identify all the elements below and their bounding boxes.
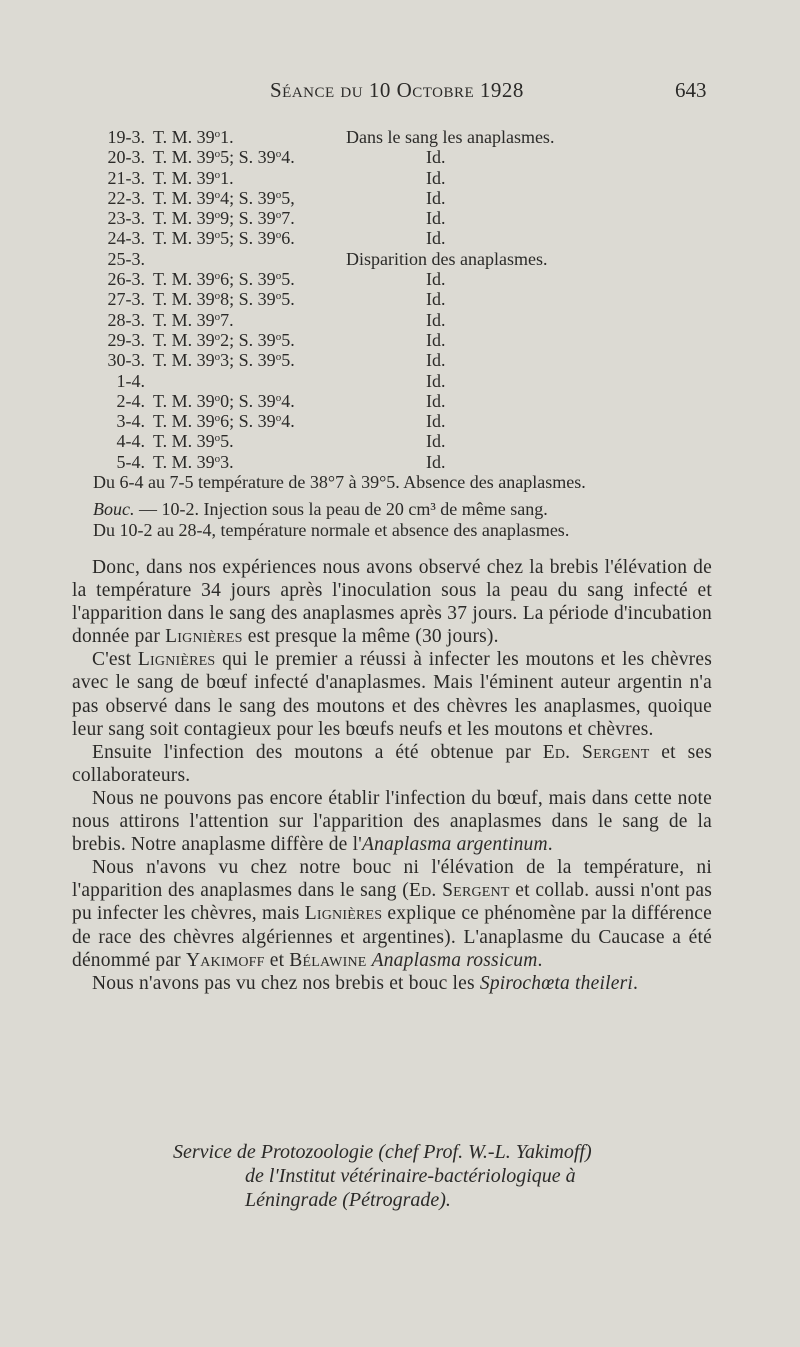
row-date: 21-3. [107,167,145,188]
row-observation: Id. [426,269,446,290]
row-observation: Id. [426,309,446,330]
table-row [0,350,800,370]
table-row [0,168,800,188]
paragraph: C'est Lignières qui le premier a réussi à infecter les moutons et les chèvres avec le sang de bœuf infecté d'anaplasmes. Mais l'éminent auteur argentin n'a pas observé dans le sang des moutons et des chèvres les anaplasmes, quoique leur sang soit contagieux pour les bœufs neufs et les moutons et chèvres. [72,649,713,740]
bouc-line-1 [93,499,713,520]
row-date: 22-3. [107,187,145,208]
row-date: 24-3. [107,228,145,249]
table-row [0,249,800,269]
row-date: 5-4. [116,451,145,472]
table-row [0,391,800,411]
row-temperature: T. M. 39$^o$2; S. 39$^o$5. [153,329,295,350]
row-temperature: T. M. 39$^o$7. [153,309,234,330]
row-observation: Id. [426,289,446,310]
row-date: 20-3. [107,147,145,168]
row-date: 2-4. [116,390,145,411]
row-temperature: T. M. 39$^o$9; S. 39$^o$7. [153,208,295,229]
table-row [0,310,800,330]
row-date: 29-3. [107,329,145,350]
table-row [0,269,800,289]
table-row [0,188,800,208]
table-row [0,289,800,309]
row-date: 23-3. [107,208,145,229]
row-date: 3-4. [116,411,145,432]
signature [0,1140,800,1212]
paragraph: Nous ne pouvons pas encore établir l'infection du bœuf, mais dans cette note nous attirons l'attention sur l'apparition des anaplasmes dans le sang de la brebis. Notre anaplasme diffère de l'Anaplasma argentinum. [72,787,712,856]
row-observation: Dans le sang les anaplasmes. [346,127,555,147]
paragraph: Nous n'avons pas vu chez nos brebis et bouc les Spirochœta theileri. [92,972,639,994]
table-row [0,127,800,147]
body-text [72,556,712,995]
row-temperature: T. M. 39$^o$3. [153,451,234,472]
page-number: 643 [675,78,707,102]
signature-line-3: Léningrade (Pétrograde). [245,1189,451,1211]
row-date: 27-3. [107,289,145,310]
row-temperature: T. M. 39$^o$6; S. 39$^o$4. [153,411,295,432]
row-temperature: T. M. 39$^o$1. [153,127,234,147]
row-observation: Id. [426,208,446,229]
table-row [0,208,800,228]
row-observation: Id. [426,228,446,249]
table-row [0,330,800,350]
signature-line-2: de l'Institut vétérinaire-bactériologique à [245,1165,576,1187]
bouc-text-1: — 10-2. Injection sous la peau de 20 cm³ de même sang. [138,499,548,519]
row-date: 25-3. [107,248,145,269]
row-temperature: T. M. 39$^o$3; S. 39$^o$5. [153,350,295,371]
running-header [0,78,800,108]
row-observation: Id. [426,390,446,411]
table-row [0,411,800,431]
row-observation: Id. [426,167,446,188]
row-temperature: T. M. 39$^o$4; S. 39$^o$5, [153,187,295,208]
row-observation: Id. [426,350,446,371]
row-temperature: T. M. 39$^o$8; S. 39$^o$5. [153,289,295,310]
row-date: 4-4. [116,431,145,452]
row-temperature: T. M. 39$^o$6; S. 39$^o$5. [153,269,295,290]
row-date: 30-3. [107,350,145,371]
row-date: 1-4. [116,370,145,391]
row-observation: Id. [426,187,446,208]
row-observation: Id. [426,451,446,472]
row-observation: Id. [426,431,446,452]
row-observation: Id. [426,370,446,391]
row-temperature: T. M. 39$^o$5; S. 39$^o$6. [153,228,295,249]
summary-line: Du 6-4 au 7-5 température de 38°7 à 39°5. Absence des anaplasmes. [93,472,586,492]
summary-block [93,472,713,493]
header-title: Séance du 10 Octobre 1928 [270,78,524,102]
temperature-table [0,127,800,472]
row-temperature: T. M. 39$^o$5; S. 39$^o$4. [153,147,295,168]
bouc-block [93,499,713,540]
bouc-label: Bouc. [93,499,135,519]
row-temperature: T. M. 39$^o$0; S. 39$^o$4. [153,390,295,411]
row-date: 19-3. [107,127,145,147]
row-observation: Id. [426,411,446,432]
row-date: 28-3. [107,309,145,330]
paragraph: Ensuite l'infection des moutons a été obtenue par Ed. Sergent et ses collaborateurs. [72,741,713,786]
paragraph: Nous n'avons vu chez notre bouc ni l'élévation de la température, ni l'apparition des anaplasmes dans le sang (Ed. Sergent et collab. aussi n'ont pas pu infecter les chèvres, mais Lignières explique ce phénomène par la différence de race des chèvres algériennes et argentines). L'anaplasme du Caucase a été dénommé par Yakimoff et Bélawine Anaplasma rossicum. [72,857,713,971]
row-observation: Disparition des anaplasmes. [346,248,548,269]
row-temperature: T. M. 39$^o$5. [153,431,234,452]
table-row [0,371,800,391]
table-row [0,431,800,451]
signature-line-1: Service de Protozoologie (chef Prof. W.-L. Yakimoff) [173,1141,592,1163]
row-date: 26-3. [107,269,145,290]
paragraph: Donc, dans nos expériences nous avons observé chez la brebis l'élévation de la température 34 jours après l'inoculation sous la peau du sang infecté et l'apparition dans le sang des anaplasmes après 37 jours. La période d'incubation donnée par Lignières est presque la même (30 jours). [72,557,712,648]
table-row [0,452,800,472]
row-observation: Id. [426,147,446,168]
row-observation: Id. [426,329,446,350]
table-row [0,147,800,167]
row-temperature: T. M. 39$^o$1. [153,167,234,188]
bouc-line-2: Du 10-2 au 28-4, température normale et absence des anaplasmes. [93,519,570,540]
table-row [0,228,800,248]
